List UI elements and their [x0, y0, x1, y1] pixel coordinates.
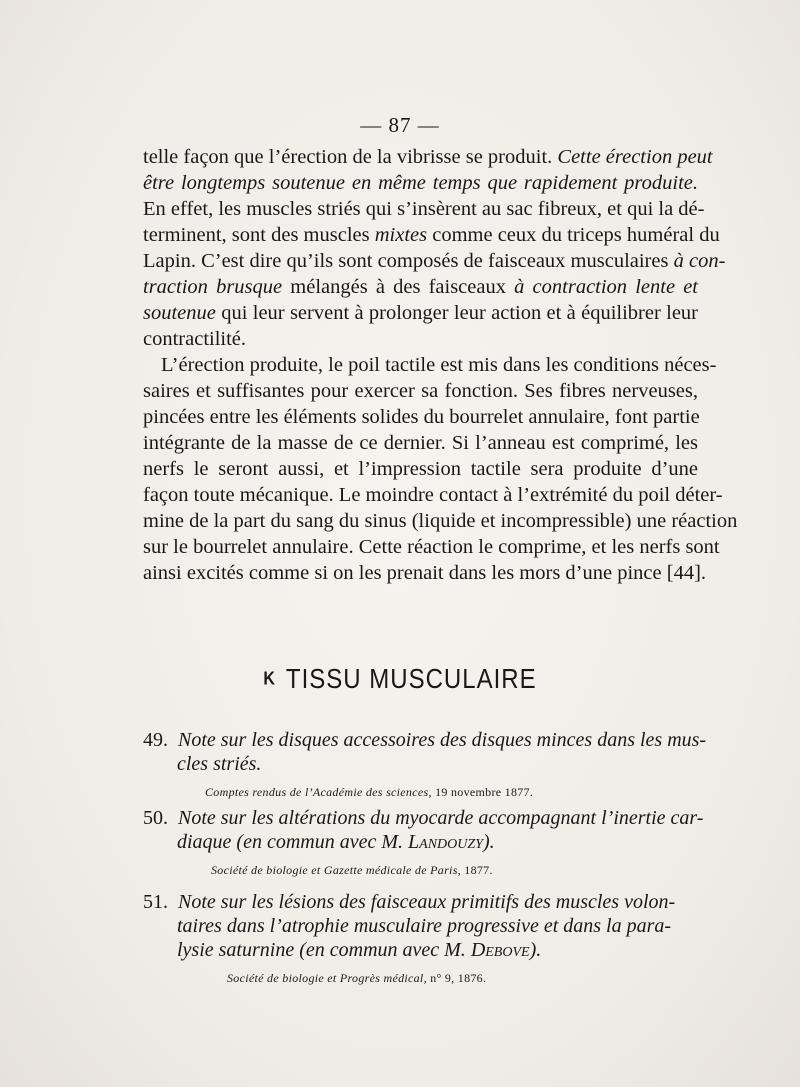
paragraph-1: [143, 144, 726, 352]
source-publication: Société de biologie et Gazette médicale de Paris,: [211, 863, 461, 877]
source-publication: Société de biologie et Progrès médical,: [227, 971, 427, 985]
bibliography-entry: [143, 728, 707, 800]
entry-source: [211, 863, 703, 878]
entry-line: [143, 938, 703, 962]
entry-title-cont: diaque (en commun avec M.: [177, 831, 404, 853]
text-line: [143, 300, 698, 326]
page-number: — 87 —: [360, 113, 440, 137]
entry-number: 51.: [143, 891, 168, 913]
coauthor-name: Landouzy: [408, 831, 483, 853]
entry-line: [143, 728, 707, 752]
italic-run: Cette érection peut: [557, 146, 713, 168]
text-run: Lapin. C’est dire qu’ils sont composés de faisceaux musculaires: [143, 250, 669, 272]
entry-title-cont: cles striés.: [177, 753, 262, 775]
text-line: pincées entre les éléments solides du bourrelet annulaire, font partie: [143, 406, 700, 428]
italic-run: à con-: [673, 250, 726, 272]
text-line: façon toute mécanique. Le moindre contact à l’extrémité du poil déter-: [143, 484, 723, 506]
entry-title-end: ).: [482, 831, 495, 853]
source-date: 1877.: [464, 863, 493, 877]
entry-line: [143, 806, 703, 830]
section-letter: K: [263, 669, 276, 690]
entry-line: [143, 890, 703, 914]
entry-line: [143, 752, 703, 776]
text-line: ainsi excités comme si on les prenait dans les mors d’une pince [44].: [143, 562, 707, 584]
source-publication: Comptes rendus de l’Académie des sciences,: [205, 785, 432, 799]
entry-source: [205, 785, 703, 800]
entry-source: [227, 971, 703, 986]
entry-line: [143, 914, 703, 938]
section-heading: [0, 664, 800, 696]
bibliography-entry: [143, 806, 703, 878]
entry-title-end: ).: [529, 939, 542, 961]
italic-run: être longtemps soutenue en même temps que rapidement produite.: [143, 172, 698, 194]
text-line: [143, 170, 698, 196]
entry-title-cont: taires dans l’atrophie musculaire progressive et dans la para-: [177, 915, 672, 937]
italic-run: à contraction lente et: [514, 276, 698, 298]
text-line: sur le bourrelet annulaire. Cette réaction le comprime, et les nerfs sont: [143, 536, 720, 558]
entry-number: 50.: [143, 807, 168, 829]
text-line: En effet, les muscles striés qui s’insèrent au sac fibreux, et qui la dé-: [143, 198, 705, 220]
italic-run: soutenue: [143, 302, 216, 324]
text-line: nerfs le seront aussi, et l’impression tactile sera produite d’une: [143, 458, 698, 480]
paragraph-2: [143, 352, 738, 586]
source-date: n° 9, 1876.: [430, 971, 487, 985]
section-title: TISSU MUSCULAIRE: [285, 663, 537, 695]
italic-run: mixtes: [374, 224, 428, 246]
bibliography-entry: [143, 890, 703, 986]
entry-number: 49.: [143, 729, 168, 751]
text-line: contractilité.: [143, 328, 247, 350]
text-line: [143, 222, 720, 248]
italic-run: traction brusque: [143, 276, 283, 298]
entry-title: Note sur les lésions des faisceaux primitifs des muscles volon-: [178, 891, 676, 913]
text-line: saires et suffisantes pour exercer sa fonction. Ses fibres nerveuses,: [143, 380, 698, 402]
text-line: intégrante de la masse de ce dernier. Si l’anneau est comprimé, les: [143, 432, 698, 454]
text-run: telle façon que l’érection de la vibrisse se produit.: [143, 146, 553, 168]
coauthor-name: Debove: [470, 939, 530, 961]
text-run: comme ceux du triceps huméral du: [432, 224, 720, 246]
entry-line: [143, 830, 703, 854]
text-line: [143, 274, 698, 300]
text-run: mélangés à des faisceaux: [290, 276, 506, 298]
source-date: 19 novembre 1877.: [435, 785, 534, 799]
text-line: mine de la part du sang du sinus (liquide et incompressible) une réaction: [143, 510, 738, 532]
entry-title: Note sur les disques accessoires des disques minces dans les mus-: [178, 729, 707, 751]
text-run: qui leur servent à prolonger leur action et à équilibrer leur: [221, 302, 699, 324]
text-run: terminent, sont des muscles: [143, 224, 370, 246]
text-line: L’érection produite, le poil tactile est mis dans les conditions néces-: [161, 354, 717, 376]
body-text: [143, 144, 738, 586]
text-line: [143, 248, 726, 274]
entry-title: Note sur les altérations du myocarde accompagnant l’inertie car-: [178, 807, 704, 829]
entry-title-cont: lysie saturnine (en commun avec M.: [177, 939, 466, 961]
text-line: [143, 144, 713, 170]
